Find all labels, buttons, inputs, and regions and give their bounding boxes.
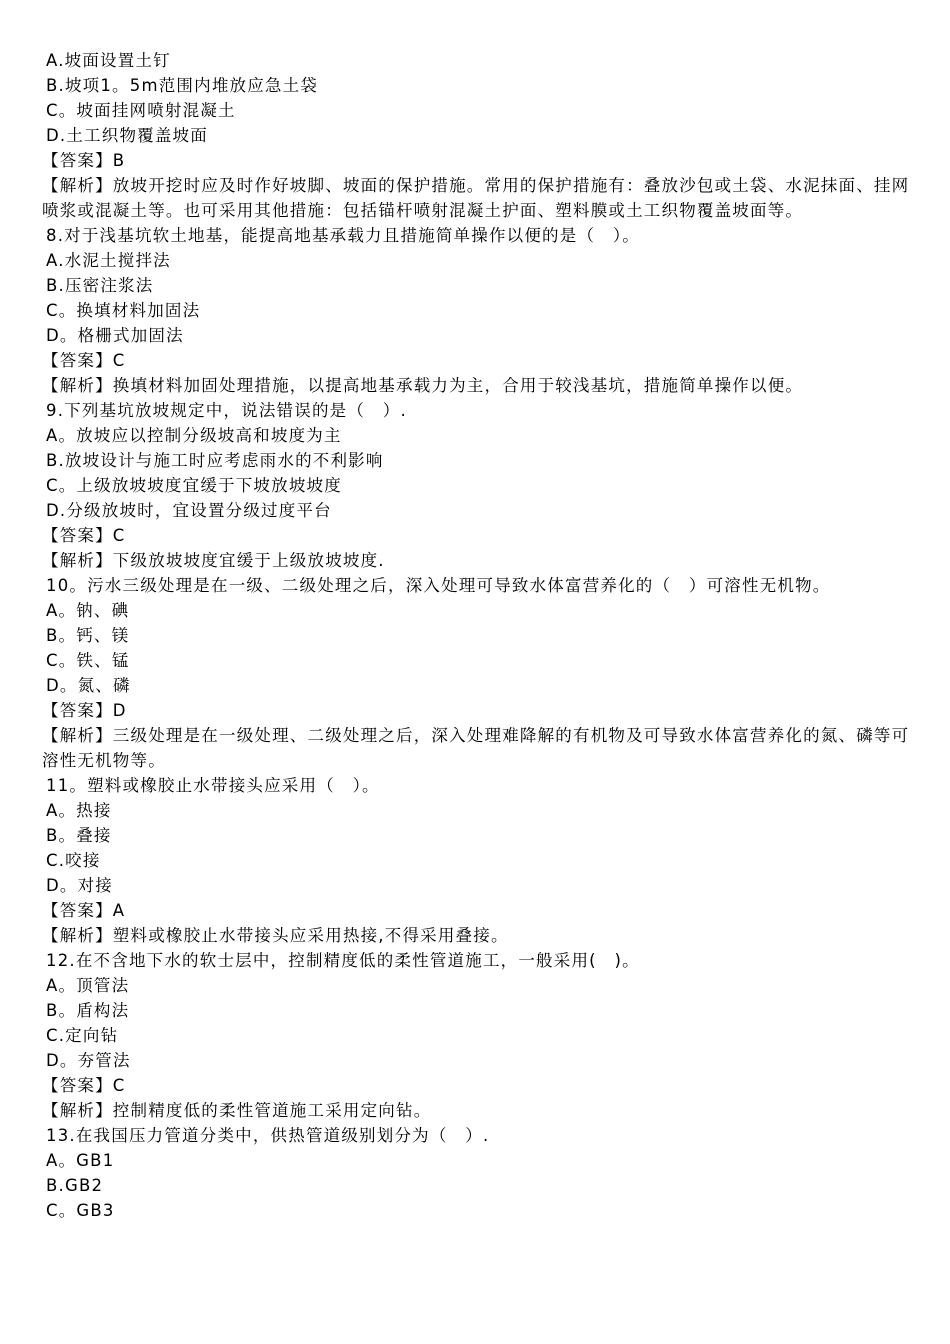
option-line: B。盾构法	[46, 1001, 130, 1020]
answer-line: 【答案】D	[42, 701, 127, 720]
question-line: 9.下列基坑放坡规定中，说法错误的是（ ）.	[46, 401, 407, 420]
option-line: A.坡面设置土钉	[46, 51, 171, 70]
answer-line: 【答案】B	[42, 151, 126, 170]
option-line: B.坡项1。5m范围内堆放应急土袋	[46, 76, 319, 95]
question-line: 12.在不含地下水的软士层中，控制精度低的柔性管道施工，一般采用( )。	[46, 951, 640, 970]
option-line: C.咬接	[46, 851, 101, 870]
answer-line: 【答案】C	[42, 526, 126, 545]
option-line: B。叠接	[46, 826, 112, 845]
option-line: C。GB3	[46, 1201, 115, 1220]
option-line: D。氮、磷	[46, 676, 131, 695]
option-line: D。对接	[46, 876, 114, 895]
option-line: B.压密注浆法	[46, 276, 154, 295]
option-line: A。钠、碘	[46, 601, 130, 620]
option-line: C。铁、锰	[46, 651, 130, 670]
option-line: A。顶管法	[46, 976, 130, 995]
answer-line: 【答案】A	[42, 901, 126, 920]
option-line: C。坡面挂网喷射混凝土	[46, 101, 236, 120]
option-line: D。夯管法	[46, 1051, 131, 1070]
option-line: A。放坡应以控制分级坡高和坡度为主	[46, 426, 342, 445]
option-line: A。GB1	[46, 1151, 115, 1170]
explanation-paragraph: 【解析】三级处理是在一级处理、二级处理之后，深入处理难降解的有机物及可导致水体富营养化的氮、磷等可溶性无机物等。	[42, 726, 910, 770]
explanation-paragraph: 【解析】塑料或橡胶止水带接头应采用热接,不得采用叠接。	[42, 926, 509, 945]
option-line: A.水泥土搅拌法	[46, 251, 171, 270]
option-line: D.分级放坡时，宜设置分级过度平台	[46, 501, 332, 520]
explanation-paragraph: 【解析】换填材料加固处理措施，以提高地基承载力为主，合用于较浅基坑，措施简单操作以便。	[42, 376, 804, 395]
question-line: 13.在我国压力管道分类中，供热管道级别划分为（ ）.	[46, 1126, 490, 1145]
question-line: 8.对于浅基坑软土地基，能提高地基承载力且措施简单操作以便的是（ ）。	[46, 226, 640, 245]
option-line: B.GB2	[46, 1176, 104, 1195]
option-line: D.土工织物覆盖坡面	[46, 126, 208, 145]
explanation-paragraph: 【解析】下级放坡坡度宜缓于上级放坡坡度.	[42, 551, 385, 570]
answer-line: 【答案】C	[42, 351, 126, 370]
explanation-paragraph: 【解析】放坡开挖时应及时作好坡脚、坡面的保护措施。常用的保护措施有：叠放沙包或土袋、水泥抹面、挂网喷浆或混凝土等。也可采用其他措施：包括锚杆喷射混凝土护面、塑料膜或土工织物覆盖坡面等。	[42, 176, 910, 220]
option-line: D。格栅式加固法	[46, 326, 184, 345]
option-line: C。换填材料加固法	[46, 301, 201, 320]
question-line: 11。塑料或橡胶止水带接头应采用（ ）。	[46, 776, 380, 795]
option-line: C。上级放坡坡度宜缓于下坡放坡坡度	[46, 476, 342, 495]
explanation-paragraph: 【解析】控制精度低的柔性管道施工采用定向钻。	[42, 1101, 432, 1120]
answer-line: 【答案】C	[42, 1076, 126, 1095]
option-line: B.放坡设计与施工时应考虑雨水的不利影响	[46, 451, 384, 470]
question-line: 10。污水三级处理是在一级、二级处理之后，深入处理可导致水体富营养化的（ ）可溶性无机物。	[46, 576, 831, 595]
option-line: B。钙、镁	[46, 626, 130, 645]
option-line: A。热接	[46, 801, 112, 820]
option-line: C.定向钻	[46, 1026, 119, 1045]
